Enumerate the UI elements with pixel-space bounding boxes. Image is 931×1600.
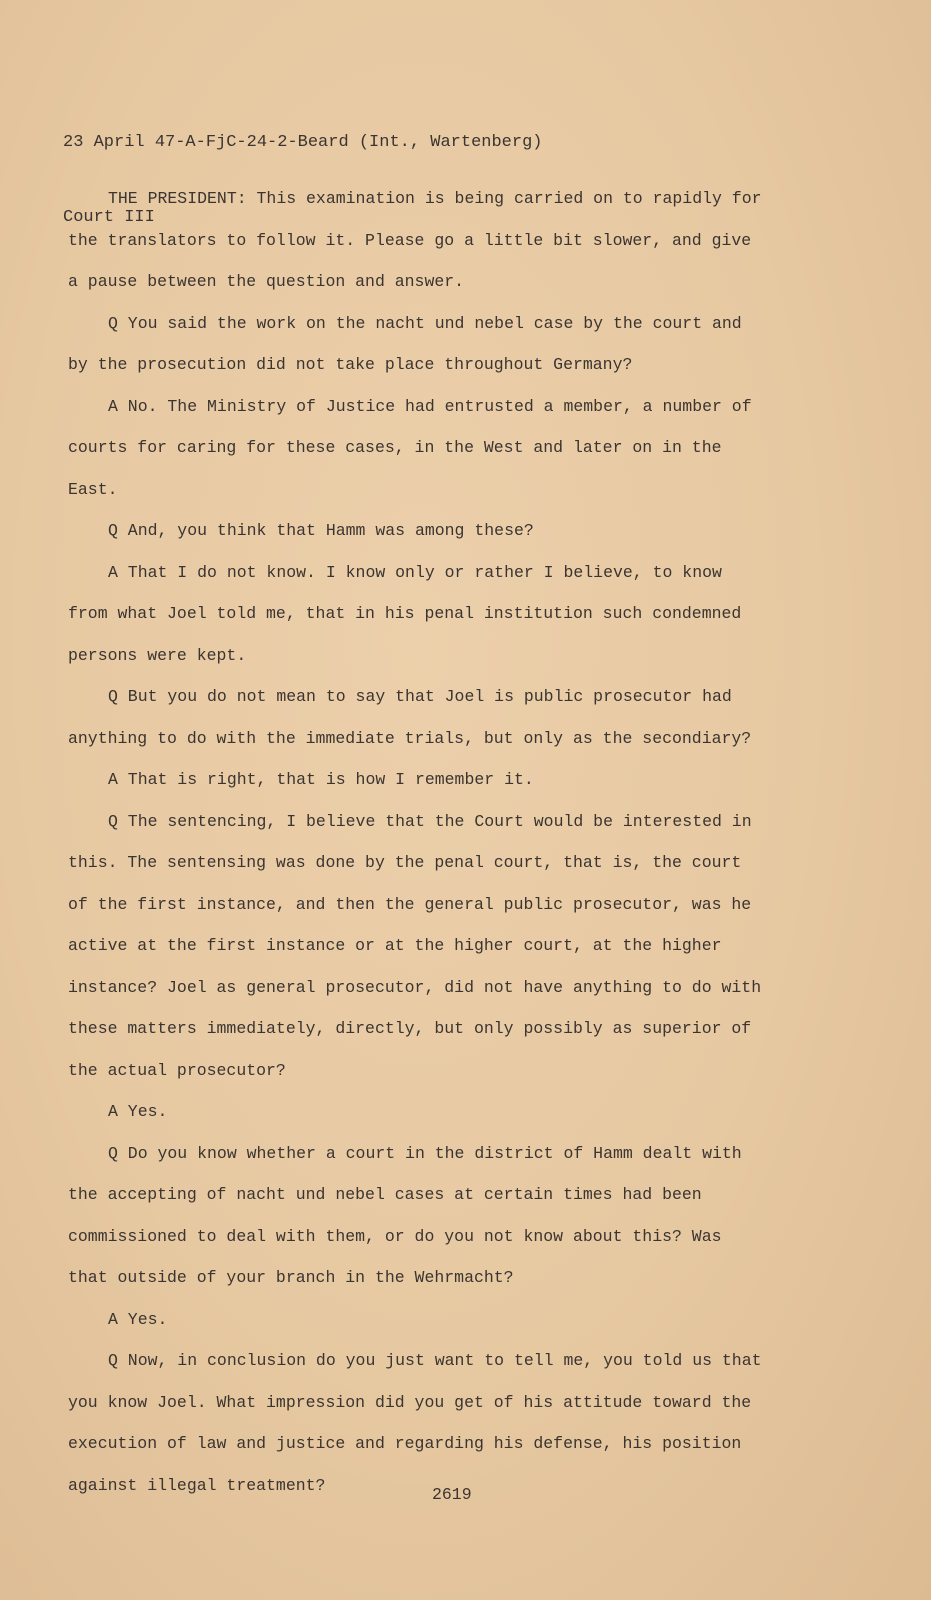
paragraph-line: a pause between the question and answer. [68,272,465,291]
paragraph-line: Q And, you think that Hamm was among these? [108,521,534,540]
paragraph [68,1091,828,1133]
paragraph-line: from what Joel told me, that in his penal institution such condemned [68,604,742,623]
paragraph-line: A Yes. [108,1309,168,1329]
paragraph [68,1299,828,1341]
paragraph [68,303,828,386]
header-line-1: 23 April 47-A-FjC-24-2-Beard (Int., Wartenberg) [63,133,543,152]
paragraph-line: that outside of your branch in the Wehrmacht? [68,1268,514,1287]
paragraph-line: anything to do with the immediate trials, but only as the secondiary? [68,728,752,748]
paragraph-line: A Yes. [108,1102,168,1121]
paragraph-line: of the first instance, and then the general public prosecutor, was he [68,894,752,914]
page-number: 2619 [432,1485,472,1504]
paragraph-line: you know Joel. What impression did you get of his attitude toward the [68,1392,752,1412]
transcript-body [68,178,828,1506]
paragraph-line: the accepting of nacht und nebel cases at certain times had been [68,1185,702,1204]
paragraph-line: Q The sentencing, I believe that the Court would be interested in [108,811,752,831]
paragraph [68,801,828,1092]
paragraph [68,510,828,552]
paragraph-line: Q But you do not mean to say that Joel is public prosecutor had [108,687,732,706]
paragraph-line: Q Do you know whether a court in the district of Hamm dealt with [108,1143,742,1163]
paragraph-line: by the prosecution did not take place throughout Germany? [68,355,633,374]
paragraph-line: instance? Joel as general prosecutor, did not have anything to do with [68,977,762,997]
paragraph-line: the actual prosecutor? [68,1060,286,1080]
paragraph [68,1133,828,1299]
paragraph-line: against illegal treatment? [68,1475,326,1495]
paragraph-line: courts for caring for these cases, in the West and later on in the [68,438,722,457]
paragraph-line: the translators to follow it. Please go a little bit slower, and give [68,230,752,250]
paragraph-line: persons were kept. [68,645,247,665]
paragraph-line: active at the first instance or at the higher court, at the higher [68,936,722,955]
header-line-2: Court III [63,208,155,227]
paragraph-line: A No. The Ministry of Justice had entrusted a member, a number of [108,396,752,416]
paragraph [68,1340,828,1506]
paragraph-line: Q You said the work on the nacht und nebel case by the court and [108,313,742,333]
paragraph-line: Q Now, in conclusion do you just want to tell me, you told us that [108,1351,762,1370]
paragraph-line: East. [68,479,118,499]
paragraph [68,759,828,801]
paragraph [68,552,828,677]
paragraph-line: A That is right, that is how I remember it. [108,770,534,789]
paragraph-line: this. The sentensing was done by the penal court, that is, the court [68,853,742,872]
paragraph-line: these matters immediately, directly, but only possibly as superior of [68,1019,752,1038]
paragraph [68,386,828,511]
paragraph [68,676,828,759]
paragraph-line: THE PRESIDENT: This examination is being carried on to rapidly for [108,189,762,208]
paragraph-line: commissioned to deal with them, or do you not know about this? Was [68,1226,722,1246]
paragraph [68,178,828,303]
paragraph-line: A That I do not know. I know only or rather I believe, to know [108,562,722,582]
paragraph-line: execution of law and justice and regarding his defense, his position [68,1434,742,1453]
